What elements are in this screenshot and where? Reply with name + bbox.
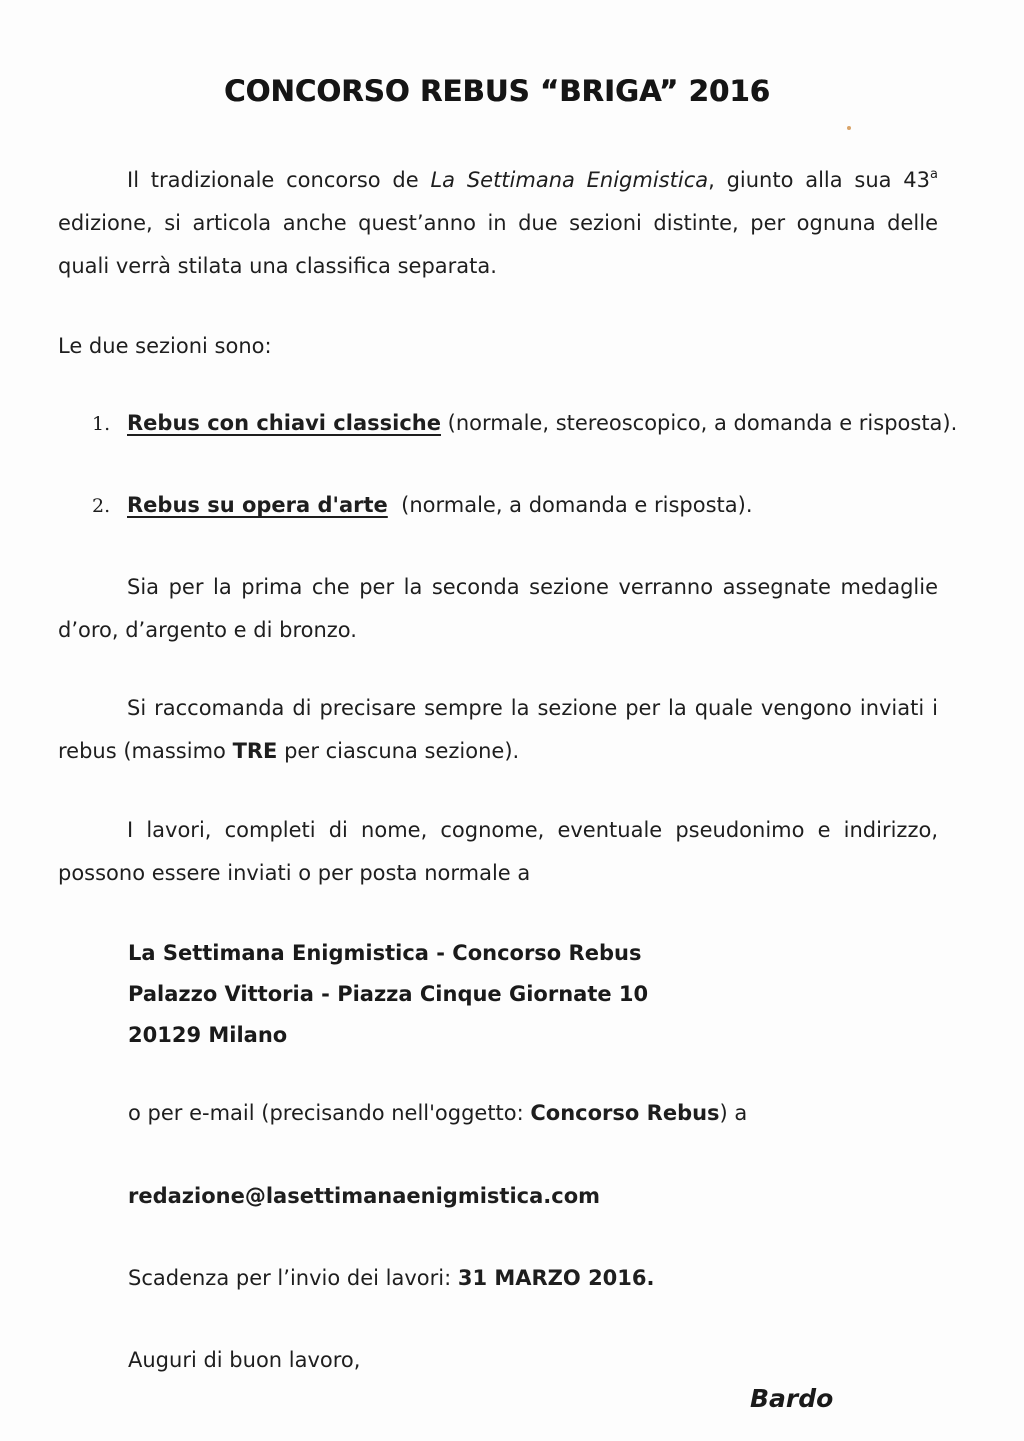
email-address: [128, 1184, 600, 1208]
intro-line-1: [58, 159, 938, 202]
email-intro-text-a: o per e-mail (precisando nell'oggetto:: [128, 1101, 531, 1125]
intro-text-b: , giunto alla sua 43: [708, 168, 931, 192]
sections-intro-text: Le due sezioni sono:: [58, 334, 272, 358]
section-title: Rebus con chiavi classiche: [127, 411, 441, 435]
address-line-1: La Settimana Enigmistica - Concorso Rebus: [128, 941, 642, 965]
email-text: redazione@lasettimanaenigmistica.com: [128, 1184, 600, 1208]
submission-line-2: possono essere inviati o per posta normale a: [58, 861, 531, 885]
paper-speck: [847, 126, 851, 130]
section-item-2: [92, 493, 753, 517]
medals-line-2: d’oro, d’argento e di bronzo.: [58, 618, 357, 642]
sections-intro: [58, 325, 938, 368]
deadline: [128, 1266, 655, 1290]
ordinal-superscript: a: [930, 167, 938, 182]
recommend-text: Si raccomanda di precisare sempre la sezione per la quale vengono inviati i: [127, 696, 938, 720]
medals-text: Sia per la prima che per la seconda sezione verranno assegnate medaglie: [127, 575, 938, 599]
page-title: CONCORSO REBUS “BRIGA” 2016: [223, 74, 771, 108]
address-line-3: 20129 Milano: [128, 1023, 288, 1047]
recommend-text-a: rebus (massimo: [58, 739, 233, 763]
deadline-label: Scadenza per l’invio dei lavori:: [128, 1266, 458, 1290]
intro-text-a: Il tradizionale concorso de: [127, 168, 419, 192]
submission-text: I lavori, completi di nome, cognome, eventuale pseudonimo e indirizzo,: [127, 818, 938, 842]
email-intro-text-b: ) a: [719, 1101, 748, 1125]
submission-paragraph: [58, 809, 938, 895]
magazine-name: La Settimana Enigmistica: [430, 168, 709, 192]
section-item-1: [92, 411, 957, 435]
recommend-paragraph: [58, 687, 938, 773]
address-line-2: Palazzo Vittoria - Piazza Cinque Giornate 10: [128, 982, 649, 1006]
closing-text: Auguri di buon lavoro,: [128, 1348, 361, 1372]
section-number: 2.: [92, 495, 111, 517]
email-intro: [128, 1101, 747, 1125]
intro-line-3: quali verrà stilata una classifica separata.: [58, 254, 497, 278]
deadline-date: 31 MARZO 2016.: [457, 1266, 655, 1290]
section-detail: (normale, a domanda e risposta).: [387, 493, 753, 517]
medals-line-1: [58, 566, 938, 609]
recommend-text-b: per ciascuna sezione).: [277, 739, 520, 763]
section-number: 1.: [92, 413, 111, 435]
closing: [128, 1348, 360, 1372]
intro-paragraph: [58, 159, 938, 288]
email-subject: Concorso Rebus: [530, 1101, 720, 1125]
intro-line-2: edizione, si articola anche quest’anno in due sezioni distinte, per ognuna delle: [58, 211, 938, 235]
recommend-line-1: [58, 687, 938, 730]
section-detail: (normale, stereoscopico, a domanda e risposta).: [440, 411, 958, 435]
submission-line-1: [58, 809, 938, 852]
section-title: Rebus su opera d'arte: [127, 493, 388, 517]
signature: Bardo: [750, 1384, 834, 1413]
medals-paragraph: [58, 566, 938, 652]
max-count: TRE: [232, 739, 278, 763]
recommend-line-2: [58, 730, 938, 773]
postal-address: [128, 933, 648, 1056]
